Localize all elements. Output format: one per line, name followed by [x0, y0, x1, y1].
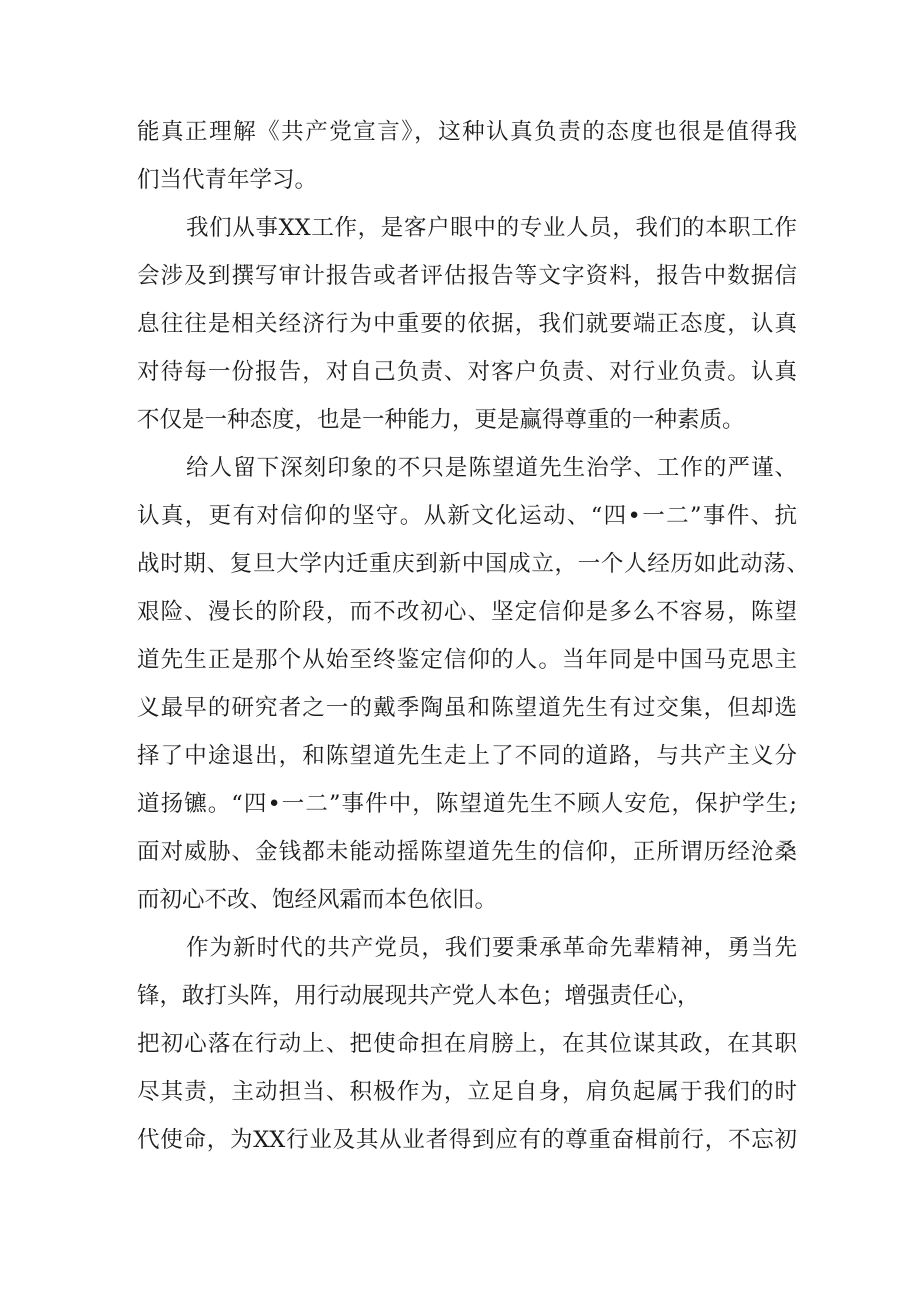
text-line: 对待每一份报告，对自己负责、对客户负责、对行业负责。认真 — [137, 359, 797, 385]
text-line: 道先生正是那个从始至终鉴定信仰的人。当年同是中国马克思主 — [137, 647, 797, 673]
text-line: 代使命，为XX行业及其从业者得到应有的尊重奋楫前行，不忘初 — [137, 1127, 797, 1153]
text-line: 道扬镳。“四•一二”事件中，陈望道先生不顾人安危，保护学生; — [137, 791, 797, 817]
text-line: 会涉及到撰写审计报告或者评估报告等文字资料，报告中数据信 — [137, 263, 797, 289]
text-line: 择了中途退出，和陈望道先生走上了不同的道路，与共产主义分 — [137, 743, 797, 769]
text-line: 不仅是一种态度，也是一种能力，更是赢得尊重的一种素质。 — [137, 407, 745, 433]
text-line: 战时期、复旦大学内迁重庆到新中国成立，一个人经历如此动荡、 — [137, 551, 809, 577]
text-line: 能真正理解《共产党宣言》，这种认真负责的态度也很是值得我 — [137, 119, 797, 145]
text-line: 义最早的研究者之一的戴季陶虽和陈望道先生有过交集，但却选 — [137, 695, 797, 721]
text-line: 作为新时代的共产党员，我们要秉承革命先辈精神，勇当先 — [186, 935, 797, 961]
text-line: 我们从事XX工作，是客户眼中的专业人员，我们的本职工作 — [186, 215, 797, 241]
text-line: 锋，敢打头阵，用行动展现共产党人本色；增强责任心， — [137, 983, 700, 1009]
text-line: 而初心不改、饱经风霜而本色依旧。 — [137, 887, 498, 913]
text-line: 尽其责，主动担当、积极作为，立足自身，肩负起属于我们的时 — [137, 1079, 797, 1105]
text-line: 认真，更有对信仰的坚守。从新文化运动、“四•一二”事件、抗 — [137, 503, 797, 529]
text-line: 面对威胁、金钱都未能动摇陈望道先生的信仰，正所谓历经沧桑 — [137, 839, 797, 865]
text-line: 息往往是相关经济行为中重要的依据，我们就要端正态度，认真 — [137, 311, 797, 337]
text-line: 给人留下深刻印象的不只是陈望道先生治学、工作的严谨、 — [186, 455, 797, 481]
text-line: 把初心落在行动上、把使命担在肩膀上，在其位谋其政，在其职 — [137, 1031, 797, 1057]
text-line: 们当代青年学习。 — [137, 167, 318, 193]
text-line: 艰险、漫长的阶段，而不改初心、坚定信仰是多么不容易，陈望 — [137, 599, 797, 625]
